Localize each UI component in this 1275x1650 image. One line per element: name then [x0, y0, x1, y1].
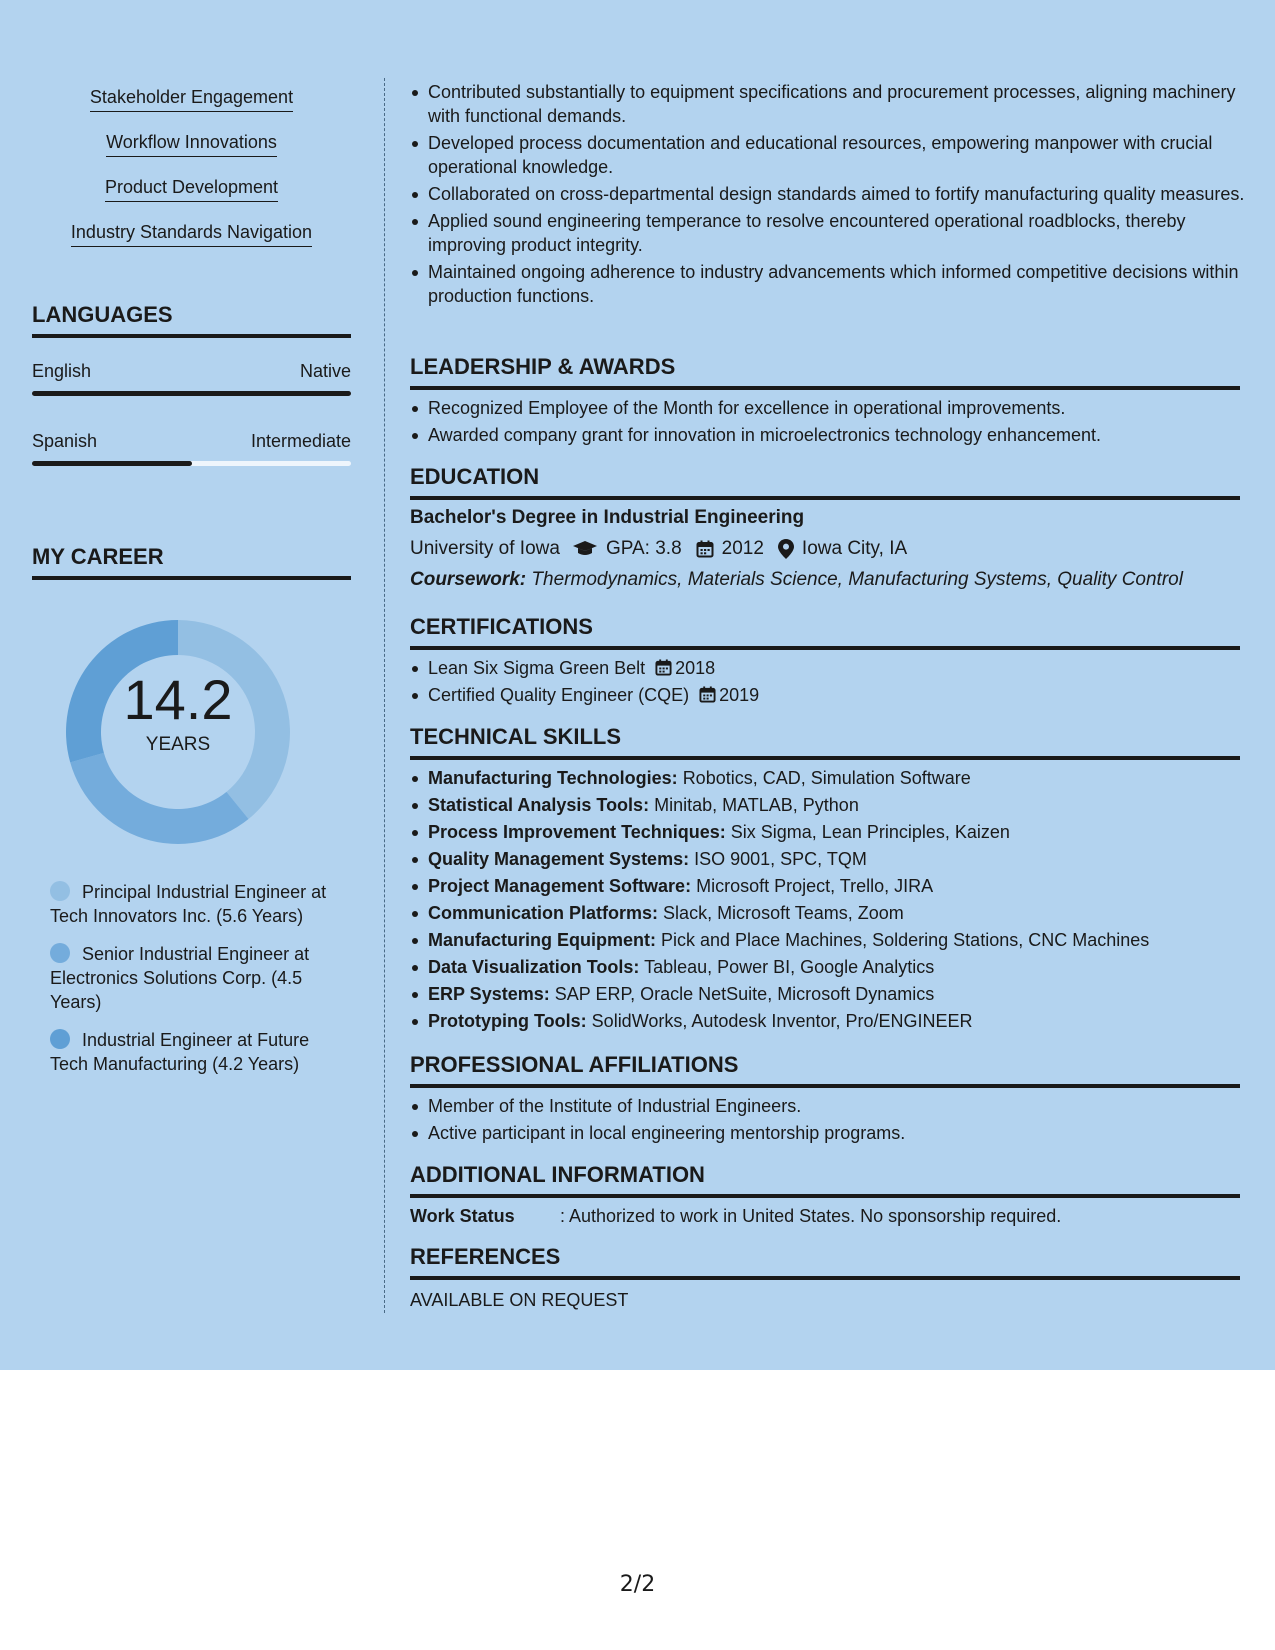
- certification-name: Certified Quality Engineer (CQE): [428, 685, 690, 705]
- skill-values: ISO 9001, SPC, TQM: [694, 849, 867, 869]
- references-title: REFERENCES: [410, 1244, 1240, 1280]
- calendar-icon: [699, 686, 716, 703]
- legend-dot-icon: [50, 1029, 70, 1049]
- language-bar-fill: [32, 391, 351, 396]
- skill-category: Project Management Software:: [428, 876, 692, 896]
- language-item: [32, 430, 351, 466]
- experience-bullet: Maintained ongoing adherence to industry advancements which informed competitive decisions within production functions.: [428, 260, 1248, 308]
- skill-values: Minitab, MATLAB, Python: [654, 795, 859, 815]
- language-level: Native: [299, 361, 351, 381]
- career-item: [50, 880, 340, 928]
- technical-skills-title: TECHNICAL SKILLS: [410, 724, 1240, 760]
- skill-category: Manufacturing Technologies:: [428, 768, 678, 788]
- skill-values: Pick and Place Machines, Soldering Stations, CNC Machines: [661, 930, 1150, 950]
- skill-item: Industry Standards Navigation: [71, 221, 312, 247]
- experience-bullet: Developed process documentation and educational resources, empowering manpower with crucial operational knowledge.: [428, 131, 1248, 179]
- skill-values: Six Sigma, Lean Principles, Kaizen: [730, 822, 1010, 842]
- certification-item: [428, 683, 1238, 707]
- experience-bullet: Applied sound engineering temperance to resolve encountered operational roadblocks, thereby improving product integrity.: [428, 209, 1248, 257]
- technical-skill-item: [428, 793, 1248, 817]
- certification-year: 2018: [675, 658, 716, 678]
- language-bar-fill: [32, 461, 192, 466]
- leadership-list: [428, 396, 1238, 450]
- certification-item: [428, 656, 1238, 680]
- certification-year: 2019: [719, 685, 760, 705]
- language-bar: [32, 461, 351, 466]
- skills-list: [32, 86, 351, 266]
- donut-segment: [70, 753, 248, 844]
- legend-dot-icon: [50, 943, 70, 963]
- technical-skill-item: [428, 955, 1248, 979]
- legend-dot-icon: [50, 881, 70, 901]
- career-item-text: Senior Industrial Engineer at Electronics Solutions Corp. (4.5 Years): [50, 944, 310, 1012]
- skill-category: Communication Platforms:: [428, 903, 659, 923]
- skill-item: Product Development: [105, 176, 278, 202]
- leadership-item: Awarded company grant for innovation in microelectronics technology enhancement.: [428, 423, 1238, 447]
- technical-skill-item: [428, 820, 1248, 844]
- leadership-item: Recognized Employee of the Month for excellence in operational improvements.: [428, 396, 1238, 420]
- coursework-list: Thermodynamics, Materials Science, Manufacturing Systems, Quality Control: [531, 569, 1183, 590]
- language-name: English: [32, 361, 92, 381]
- affiliation-item: Member of the Institute of Industrial Engineers.: [428, 1094, 1238, 1118]
- column-divider: [384, 78, 385, 1313]
- languages-title: LANGUAGES: [32, 302, 351, 338]
- skill-values: Slack, Microsoft Teams, Zoom: [663, 903, 904, 923]
- certification-name: Lean Six Sigma Green Belt: [428, 658, 646, 678]
- additional-info-title: ADDITIONAL INFORMATION: [410, 1162, 1240, 1198]
- degree: Bachelor's Degree in Industrial Engineering: [410, 507, 805, 528]
- career-title: MY CAREER: [32, 544, 351, 580]
- skill-values: Microsoft Project, Trello, JIRA: [696, 876, 934, 896]
- work-status-label: Work Status: [410, 1206, 515, 1226]
- experience-bullet: Contributed substantially to equipment specifications and procurement processes, aligning machinery with functional demands.: [428, 80, 1248, 128]
- language-level: Intermediate: [250, 431, 351, 451]
- donut-svg: [66, 620, 290, 844]
- coursework-label: Coursework:: [410, 569, 527, 590]
- career-donut-chart: [66, 620, 290, 844]
- affiliation-item: Active participant in local engineering mentorship programs.: [428, 1121, 1238, 1145]
- skill-category: Prototyping Tools:: [428, 1011, 587, 1031]
- skill-values: SAP ERP, Oracle NetSuite, Microsoft Dynamics: [554, 984, 935, 1004]
- language-name: Spanish: [32, 431, 98, 451]
- location-pin-icon: [778, 539, 794, 559]
- career-item-text: Principal Industrial Engineer at Tech Innovators Inc. (5.6 Years): [50, 882, 327, 926]
- affiliations-title: PROFESSIONAL AFFILIATIONS: [410, 1052, 1240, 1088]
- career-list: [50, 880, 340, 1090]
- technical-skill-item: [428, 874, 1248, 898]
- calendar-icon: [696, 540, 714, 558]
- technical-skill-item: [428, 928, 1248, 952]
- career-section: [32, 544, 351, 580]
- page-number: 2/2: [619, 1572, 656, 1597]
- skill-item: Workflow Innovations: [106, 131, 277, 157]
- career-item: [50, 1028, 340, 1076]
- calendar-icon: [655, 659, 672, 676]
- skill-category: Process Improvement Techniques:: [428, 822, 726, 842]
- career-unit: YEARS: [145, 734, 211, 755]
- education-meta: [410, 537, 1240, 561]
- career-item-text: Industrial Engineer at Future Tech Manufacturing (4.2 Years): [50, 1030, 310, 1074]
- skill-category: Quality Management Systems:: [428, 849, 690, 869]
- language-item: [32, 360, 351, 396]
- work-status-row: [410, 1204, 1240, 1230]
- references-text: AVAILABLE ON REQUEST: [410, 1290, 629, 1310]
- career-item: [50, 942, 340, 1014]
- education-location: Iowa City, IA: [801, 538, 908, 559]
- skill-values: Tableau, Power BI, Google Analytics: [644, 957, 935, 977]
- education-title: EDUCATION: [410, 464, 1240, 500]
- school: University of Iowa: [410, 538, 560, 559]
- technical-skill-item: [428, 982, 1248, 1006]
- certifications-list: [428, 656, 1238, 710]
- career-total: 14.2: [123, 668, 233, 731]
- coursework: [410, 568, 1240, 592]
- skill-category: ERP Systems:: [428, 984, 550, 1004]
- certifications-title: CERTIFICATIONS: [410, 614, 1240, 650]
- languages-section: [32, 302, 351, 466]
- skill-category: Statistical Analysis Tools:: [428, 795, 650, 815]
- technical-skill-item: [428, 847, 1248, 871]
- technical-skill-item: [428, 1009, 1248, 1033]
- leadership-title: LEADERSHIP & AWARDS: [410, 354, 1240, 390]
- education-year: 2012: [721, 538, 764, 559]
- work-status-value: : Authorized to work in United States. No sponsorship required.: [560, 1206, 1062, 1226]
- technical-skill-item: [428, 766, 1248, 790]
- language-bar: [32, 391, 351, 396]
- education-entry: [410, 506, 1240, 592]
- graduation-cap-icon: [572, 540, 598, 558]
- gpa: GPA: 3.8: [605, 538, 682, 559]
- experience-bullets: [428, 80, 1248, 311]
- skill-item: Stakeholder Engagement: [90, 86, 293, 112]
- experience-bullet: Collaborated on cross-departmental design standards aimed to fortify manufacturing quality measures.: [428, 182, 1248, 206]
- skill-values: SolidWorks, Autodesk Inventor, Pro/ENGINEER: [591, 1011, 973, 1031]
- technical-skill-item: [428, 901, 1248, 925]
- skill-category: Data Visualization Tools:: [428, 957, 640, 977]
- technical-skills-list: [428, 766, 1248, 1036]
- skill-values: Robotics, CAD, Simulation Software: [682, 768, 971, 788]
- affiliations-list: [428, 1094, 1238, 1148]
- skill-category: Manufacturing Equipment:: [428, 930, 656, 950]
